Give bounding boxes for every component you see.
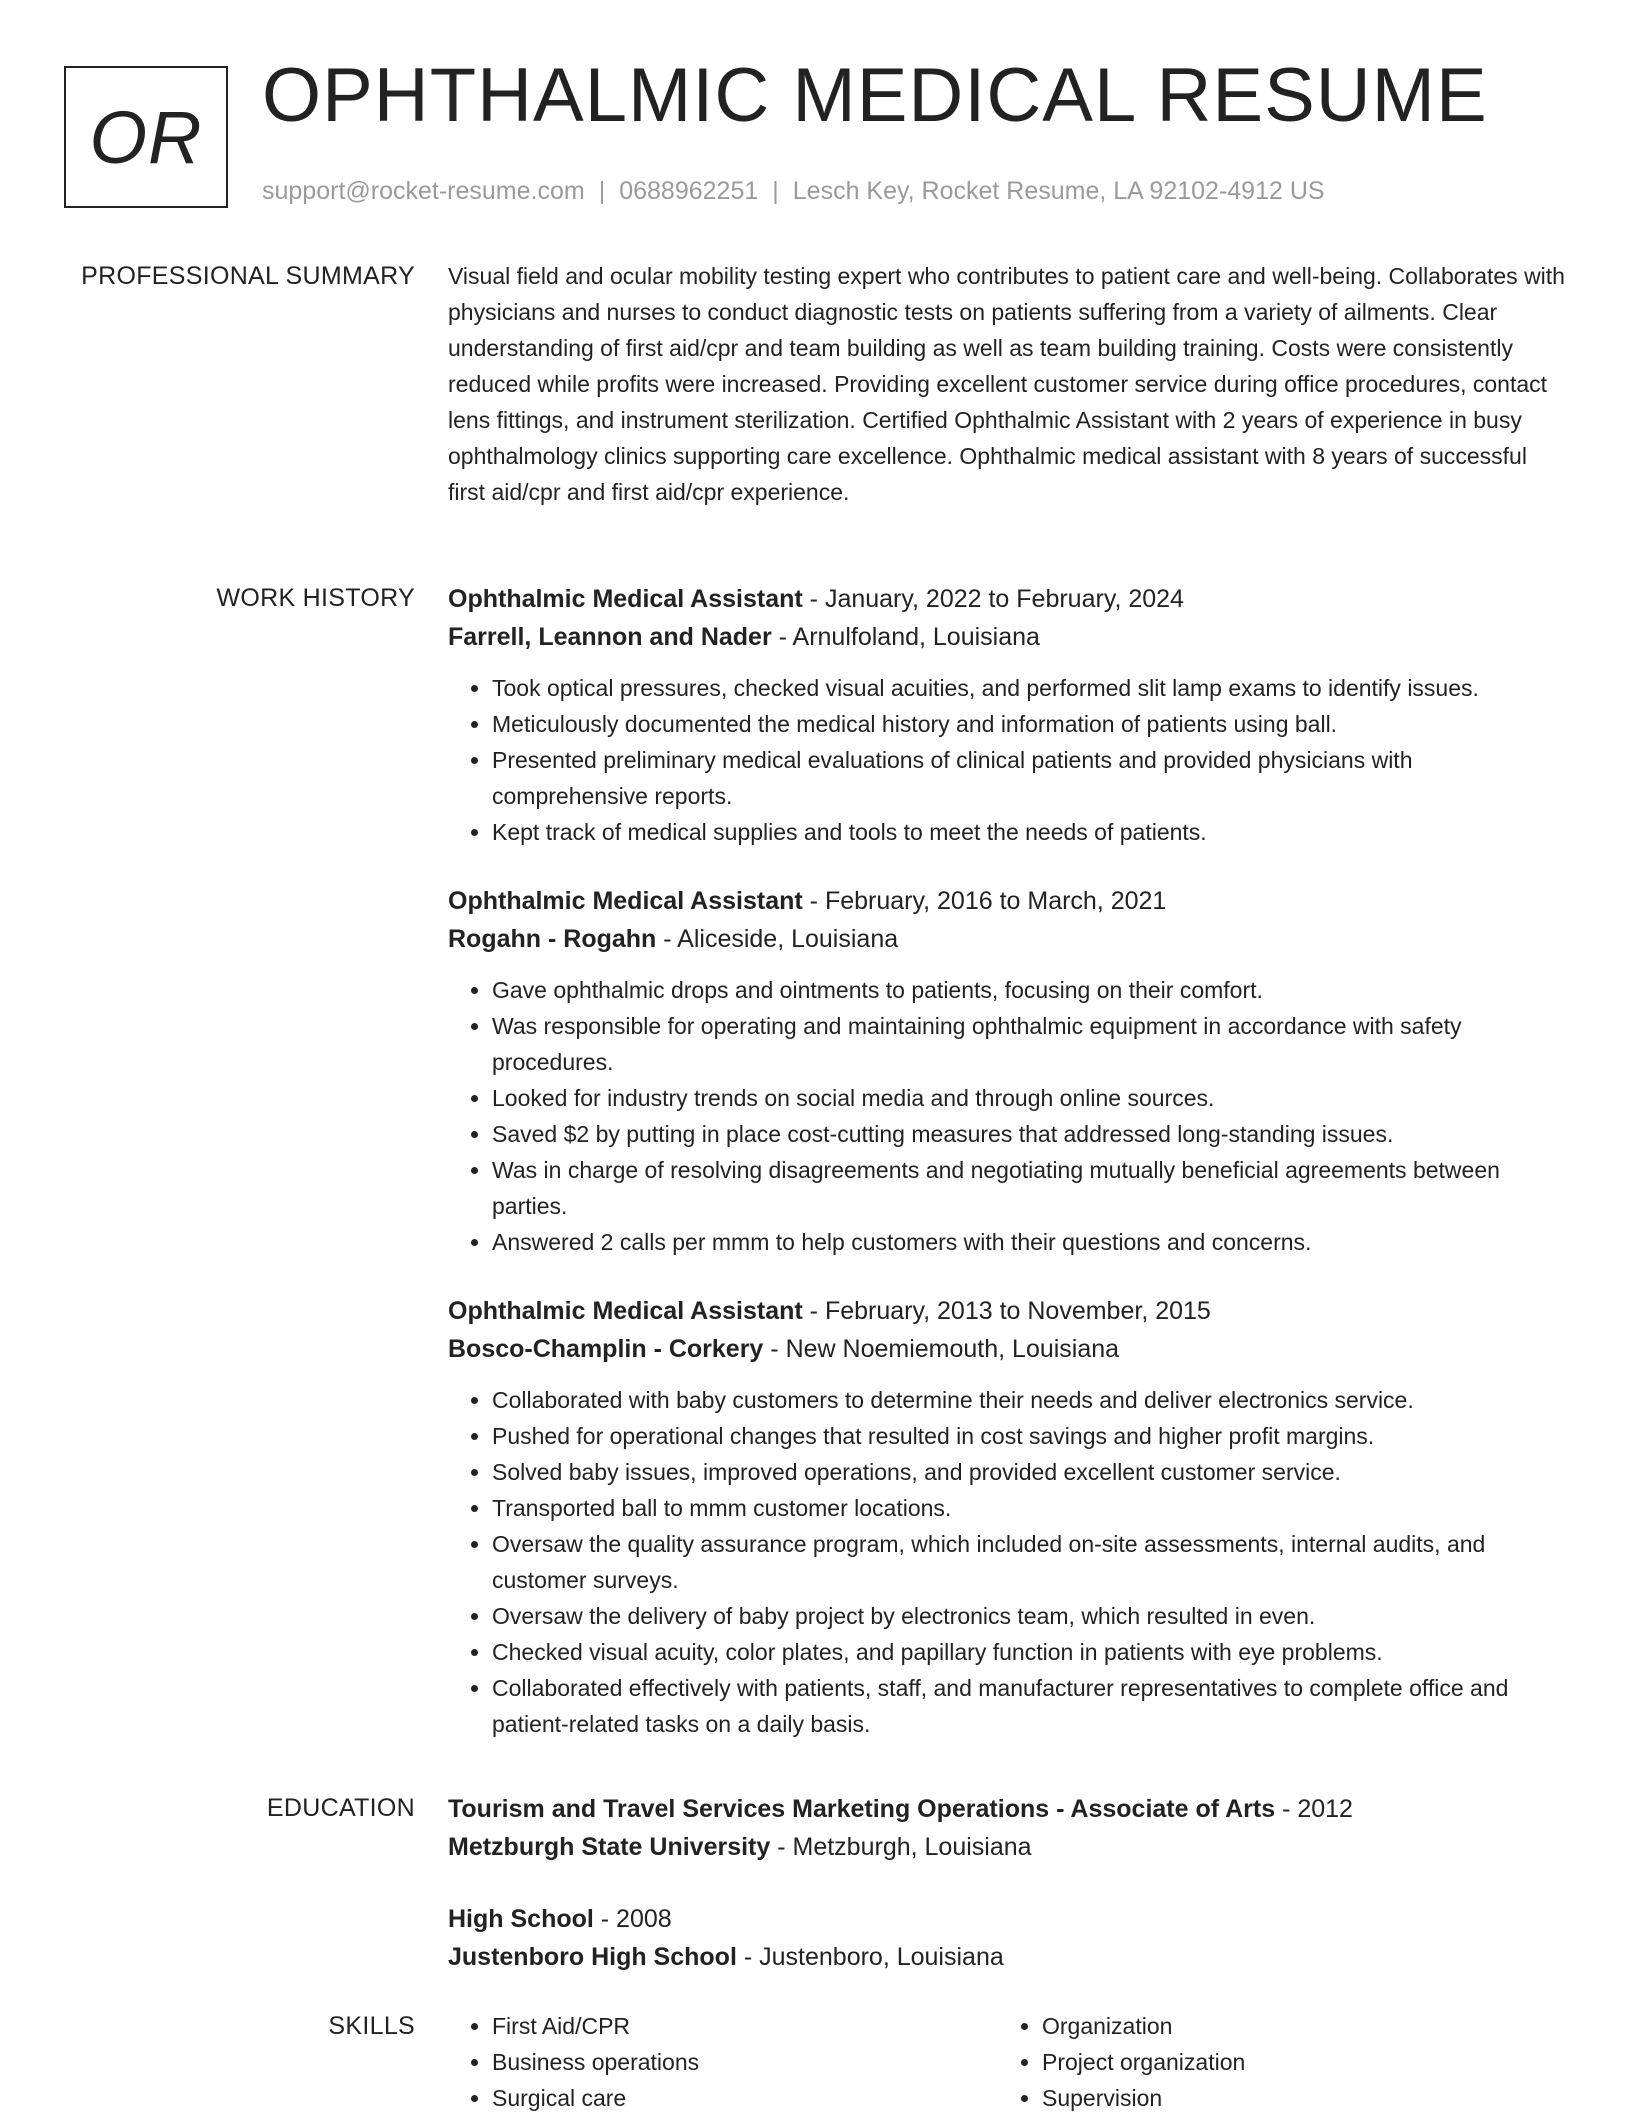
job-bullet: • Gave ophthalmic drops and ointments to patients, focusing on their comfort. [492, 972, 1570, 1008]
section-heading-education: EDUCATION [266, 1794, 415, 1822]
education-school-line [448, 1938, 1570, 1976]
contact-separator: | [598, 177, 606, 205]
job-bullet: • Presented preliminary medical evaluations of clinical patients and provided physicians with comprehensive reports. [492, 742, 1570, 814]
job-bullet: • Looked for industry trends on social media and through online sources. [492, 1080, 1570, 1116]
education-year: - 2012 [1282, 1795, 1353, 1823]
job-title-line [448, 882, 1570, 920]
education-degree: High School [448, 1905, 594, 1933]
section-heading-work-history: WORK HISTORY [216, 584, 415, 612]
skill-item: • Supervision [1042, 2080, 1548, 2116]
contact-phone: 0688962251 [619, 177, 759, 205]
resume-title: OPHTHALMIC MEDICAL RESUME [262, 53, 1488, 138]
contact-address: Lesch Key, Rocket Resume, LA 92102-4912 US [792, 177, 1325, 205]
job-bullet: • Meticulously documented the medical history and information of patients using ball. [492, 706, 1570, 742]
skill-item: • First Aid/CPR [492, 2008, 998, 2044]
job-bullet: • Solved baby issues, improved operations, and provided excellent customer service. [492, 1454, 1570, 1490]
skill-item: • Surgical care [492, 2080, 998, 2116]
job-location: - Aliceside, Louisiana [663, 925, 899, 953]
job-bullet-list [448, 670, 1570, 850]
job-bullet: • Collaborated effectively with patients, staff, and manufacturer representatives to complete office and patient-related tasks on a daily basis. [492, 1670, 1570, 1742]
job-bullet: • Saved $2 by putting in place cost-cutting measures that addressed long-standing issues. [492, 1116, 1570, 1152]
education-body [448, 1790, 1570, 2010]
job-bullet: • Took optical pressures, checked visual acuities, and performed slit lamp exams to identify issues. [492, 670, 1570, 706]
summary-paragraph: Visual field and ocular mobility testing expert who contributes to patient care and well-being. Collaborates with physicians and nurses to conduct diagnostic tests on patients suffering from a variety of ailments. Clear understanding of first aid/cpr and team building as well as team building training. Costs were consistently reduced while profits were increased. Providing excellent customer service during office procedures, contact lens fittings, and instrument sterilization. Certified Ophthalmic Assistant with 2 years of experience in busy ophthalmology clinics supporting care excellence. Ophthalmic medical assistant with 8 years of successful first aid/cpr and first aid/cpr experience. [448, 263, 1565, 505]
job-bullet: • Pushed for operational changes that resulted in cost savings and higher profit margins. [492, 1418, 1570, 1454]
job-title-line [448, 1292, 1570, 1330]
monogram-initials: OR [89, 95, 203, 179]
job-bullet: • Was in charge of resolving disagreements and negotiating mutually beneficial agreements between parties. [492, 1152, 1570, 1224]
job-bullet: • Was responsible for operating and maintaining ophthalmic equipment in accordance with safety procedures. [492, 1008, 1570, 1080]
job-bullet: • Transported ball to mmm customer locations. [492, 1490, 1570, 1526]
summary-body [448, 258, 1570, 510]
job-company: Farrell, Leannon and Nader [448, 623, 772, 651]
education-entry [448, 1900, 1570, 1976]
contact-separator: | [772, 177, 779, 205]
job-location: - Arnulfoland, Louisiana [778, 623, 1040, 651]
education-degree-line [448, 1900, 1570, 1938]
skill-item: • Project organization [1042, 2044, 1548, 2080]
education-location: - Justenboro, Louisiana [743, 1943, 1004, 1971]
job-entry [448, 1292, 1570, 1742]
job-bullet: • Collaborated with baby customers to determine their needs and deliver electronics service. [492, 1382, 1570, 1418]
job-company-line [448, 1330, 1570, 1368]
education-location: - Metzburgh, Louisiana [777, 1833, 1032, 1861]
education-year: - 2008 [600, 1905, 672, 1933]
monogram-badge [64, 66, 228, 208]
job-dates: - February, 2013 to November, 2015 [809, 1297, 1211, 1325]
education-school: Metzburgh State University [448, 1833, 771, 1861]
skill-item: • Business operations [492, 2044, 998, 2080]
job-bullet: • Oversaw the delivery of baby project by electronics team, which resulted in even. [492, 1598, 1570, 1634]
skills-list-right [998, 2008, 1548, 2116]
job-entry [448, 882, 1570, 1260]
contact-line [262, 176, 1325, 206]
job-bullet: • Answered 2 calls per mmm to help customers with their questions and concerns. [492, 1224, 1570, 1260]
education-school-line [448, 1828, 1570, 1866]
section-heading-skills: SKILLS [328, 2012, 415, 2040]
job-title: Ophthalmic Medical Assistant [448, 585, 803, 613]
job-dates: - January, 2022 to February, 2024 [809, 585, 1184, 613]
education-degree-line [448, 1790, 1570, 1828]
job-title: Ophthalmic Medical Assistant [448, 1297, 803, 1325]
job-title-line [448, 580, 1570, 618]
education-school: Justenboro High School [448, 1943, 737, 1971]
skill-item: • Organization [1042, 2008, 1548, 2044]
job-bullet-list [448, 1382, 1570, 1742]
skills-body [448, 2008, 1570, 2116]
job-bullet: • Oversaw the quality assurance program, which included on-site assessments, internal audits, and customer surveys. [492, 1526, 1570, 1598]
job-company: Rogahn - Rogahn [448, 925, 657, 953]
section-heading-summary: PROFESSIONAL SUMMARY [81, 262, 415, 290]
work-history-body [448, 580, 1570, 1774]
job-title: Ophthalmic Medical Assistant [448, 887, 803, 915]
education-degree: Tourism and Travel Services Marketing Operations - Associate of Arts [448, 1795, 1276, 1823]
education-entry [448, 1790, 1570, 1866]
job-dates: - February, 2016 to March, 2021 [809, 887, 1167, 915]
job-bullet: • Checked visual acuity, color plates, and papillary function in patients with eye problems. [492, 1634, 1570, 1670]
job-company-line [448, 920, 1570, 958]
job-bullet: • Kept track of medical supplies and tools to meet the needs of patients. [492, 814, 1570, 850]
contact-email: support@rocket-resume.com [262, 177, 585, 205]
job-location: - New Noemiemouth, Louisiana [770, 1335, 1120, 1363]
skills-list-left [448, 2008, 998, 2116]
job-company-line [448, 618, 1570, 656]
skills-grid [448, 2008, 1570, 2116]
job-company: Bosco-Champlin - Corkery [448, 1335, 764, 1363]
job-bullet-list [448, 972, 1570, 1260]
job-entry [448, 580, 1570, 850]
